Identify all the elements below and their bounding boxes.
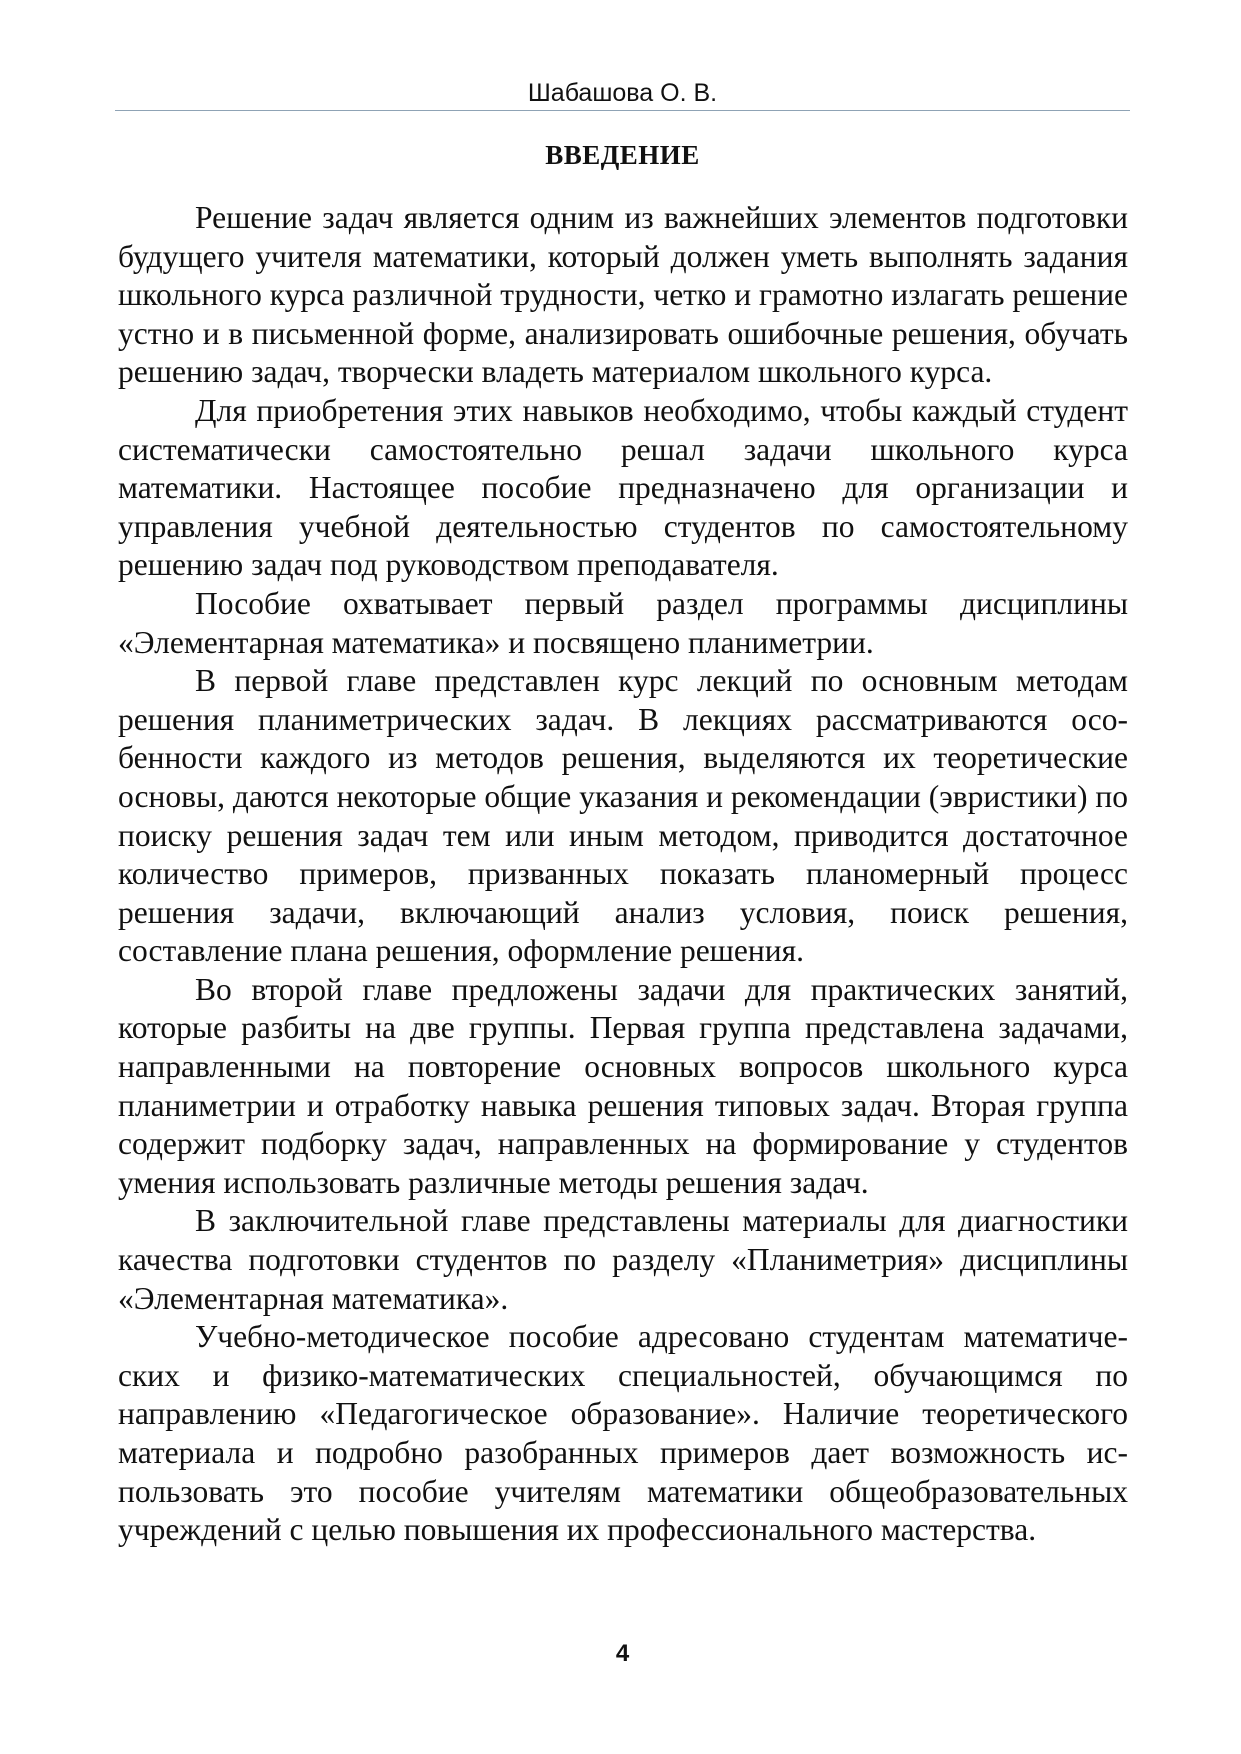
paragraph-2: Для приобретения этих навыков необходимо, чтобы каждый студент систематически самостоятельно решал задачи школьного курса математики. Настоящее пособие предназначено для организации и управления учебной деятельностью студентов по самостоятельному решению задач под руководством преподавателя. — [118, 392, 1128, 583]
running-header-author: Шабашова О. В. — [527, 79, 718, 107]
page-number: 4 — [615, 1640, 630, 1667]
body-text — [118, 199, 1128, 1550]
paragraph-6: В заключительной главе представлены материалы для диагностики качества подготовки студентов по разделу «Планиметрия» дисциплины «Элементарная математика». — [118, 1203, 1128, 1316]
section-title: ВВЕДЕНИЕ — [545, 140, 700, 170]
paragraph-1: Решение задач является одним из важнейших элементов подготовки будущего учителя математики, который должен уметь выполнять задания школьного курса различной трудности, четко и грамотно излагать решение устно и в письменной форме, анализировать ошибочные решения, обучать решению задач, творчески владеть материалом школьного курса. — [118, 200, 1128, 390]
paragraph-7: Учебно-методическое пособие адресовано студентам математических и физико-математических специальностей, обучающимся по направлению «Педагогическое образование». Наличие теоретического материала и подробно разобранных примеров дает возможность использовать это пособие учителям математики общеобразовательных учреждений с целью повышения их профессионального мастерства. — [118, 1319, 1128, 1548]
paragraph-5: Во второй главе предложены задачи для практических занятий, которые разбиты на две группы. Первая группа представлена задачами, направленными на повторение основных вопросов школьного курса планиметрии и отработку навыка решения типовых задач. Вторая группа содержит подборку задач, направленных на формирование у студентов умения использовать различные методы решения задач. — [118, 971, 1128, 1200]
paragraph-4: В первой главе представлен курс лекций по основным методам решения планиметрических задач. В лекциях рассматриваются особенности каждого из методов решения, выделяются их теоретические основы, даются некоторые общие указания и рекомендации (эвристики) по поиску решения задач тем или иным методом, приводится достаточное количество примеров, призванных показать планомерный процесс решения задачи, включающий анализ условия, поиск решения, составление плана решения, оформление решения. — [118, 663, 1128, 969]
header-divider — [115, 110, 1130, 111]
paragraph-3: Пособие охватывает первый раздел программы дисциплины «Элементарная математика» и посвящено планиметрии. — [118, 585, 1128, 660]
